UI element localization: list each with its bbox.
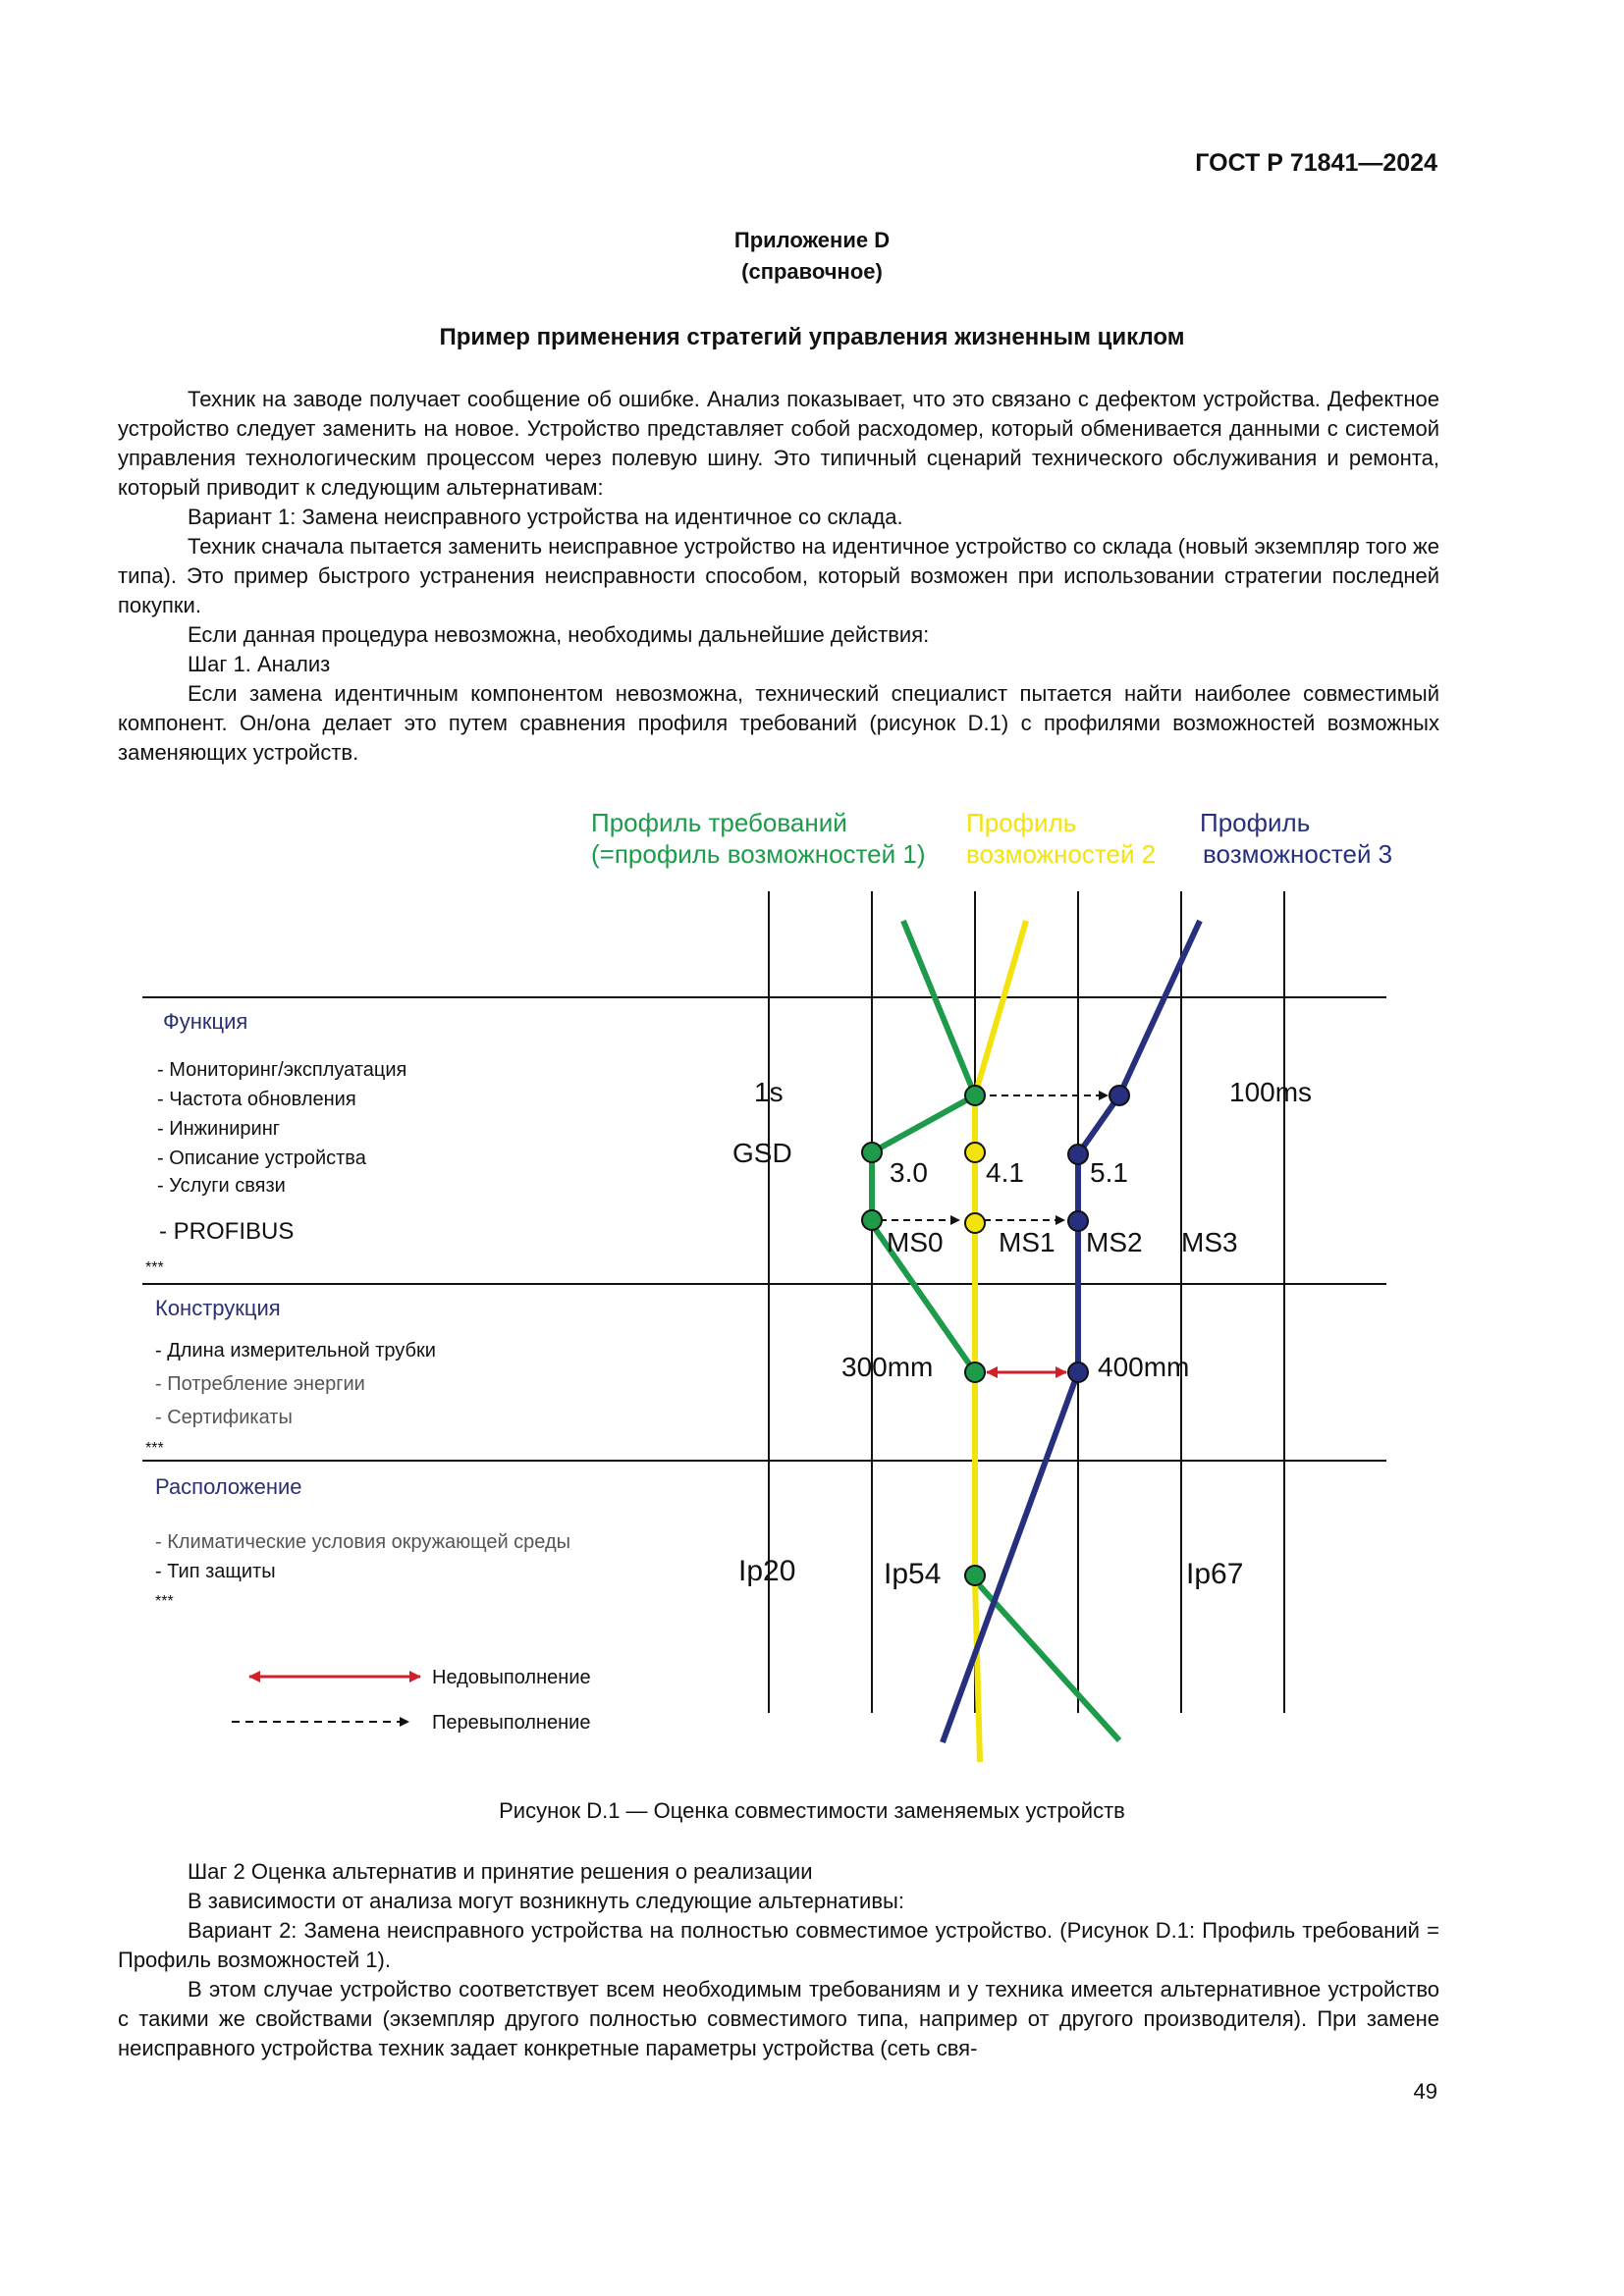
profibus-label: - PROFIBUS: [159, 1218, 295, 1245]
requirements-profile-line: [872, 921, 1119, 1740]
function-item: - Инжиниринг: [157, 1118, 281, 1140]
capability3-profile-line: [943, 921, 1200, 1742]
value-ip67: Ip67: [1186, 1558, 1244, 1590]
document-id: ГОСТ Р 71841—2024: [1195, 149, 1437, 177]
profile-requirements-line2: (=профиль возможностей 1): [591, 839, 926, 869]
location-item: - Климатические условия окружающей среды: [155, 1531, 571, 1553]
after-paragraph: В этом случае устройство соответствует всем необходимым требованиям и у техника имеется альтернативное устройство с такими же свойствами (экземпляр другого полностью совместимого типа, например от другого производителя). При замене неисправного устройства техник задает конкретные параметры устройства (сеть свя-: [118, 1977, 1439, 2060]
requirement-point: [965, 1566, 985, 1585]
page-number: 49: [1413, 2079, 1437, 2104]
after-paragraph: Шаг 2 Оценка альтернатив и принятие решения о реализации: [188, 1859, 813, 1884]
after-text: [118, 1857, 1439, 2063]
figure-caption: Рисунок D.1 — Оценка совместимости заменяемых устройств: [499, 1798, 1125, 1823]
function-item: - Описание устройства: [157, 1148, 366, 1169]
intro-paragraph: Техник на заводе получает сообщение об ошибке. Анализ показывает, что это связано с дефектом устройства. Дефектное устройство следует заменить на новое. Устройство представляет собой расходомер, который обменивается данными с системой управления технологическим процессом через полевую шину. Это типичный сценарий технического обслуживания и ремонта, который приводит к следующим альтернативам:: [118, 387, 1439, 500]
construction-more: ***: [145, 1440, 164, 1457]
value-100ms: 100ms: [1229, 1077, 1313, 1107]
compatibility-figure: [0, 805, 1624, 1767]
capability2-point: [965, 1143, 985, 1162]
location-title: Расположение: [155, 1474, 302, 1499]
section-title: Пример применения стратегий управления жизненным циклом: [439, 324, 1185, 350]
value-gsd-3-0: 3.0: [890, 1157, 928, 1188]
after-paragraph: Вариант 2: Замена неисправного устройства на полностью совместимое устройство. (Рисунок D.1: Профиль требований = Профиль возможностей 1).: [118, 1918, 1439, 1972]
appendix-subtitle: (справочное): [741, 259, 883, 284]
value-1s: 1s: [754, 1077, 784, 1107]
legend-over-label: Перевыполнение: [432, 1712, 591, 1734]
function-item: - Частота обновления: [157, 1089, 356, 1110]
intro-paragraph: Техник сначала пытается заменить неисправное устройство на идентичное устройство со склада (новый экземпляр того же типа). Это пример быстрого устранения неисправности способом, который возможен при использовании стратегии последней покупки.: [118, 534, 1439, 617]
requirement-point: [965, 1362, 985, 1382]
construction-item: - Длина измерительной трубки: [155, 1340, 436, 1362]
capability3-point: [1110, 1086, 1129, 1105]
after-paragraph: В зависимости от анализа могут возникнуть следующие альтернативы:: [188, 1889, 904, 1913]
function-item: - Услуги связи: [157, 1175, 286, 1197]
value-gsd: GSD: [732, 1138, 792, 1168]
profile-capability2-line1: Профиль: [966, 808, 1077, 837]
requirement-point: [862, 1210, 882, 1230]
value-ms2: MS2: [1086, 1227, 1143, 1257]
profile-requirements-line1: Профиль требований: [591, 808, 847, 837]
value-ip20: Ip20: [738, 1555, 796, 1587]
value-ip54: Ip54: [884, 1558, 942, 1590]
intro-text: [118, 385, 1439, 768]
capability3-point: [1068, 1145, 1088, 1164]
function-more: ***: [145, 1259, 164, 1276]
intro-paragraph: Вариант 1: Замена неисправного устройства на идентичное со склада.: [188, 505, 903, 529]
function-title: Функция: [163, 1009, 248, 1034]
value-ms0: MS0: [887, 1227, 944, 1257]
value-300mm: 300mm: [841, 1352, 934, 1382]
location-more: ***: [155, 1593, 174, 1610]
construction-item: - Потребление энергии: [155, 1373, 365, 1395]
capability2-point: [965, 1213, 985, 1233]
location-item: - Тип защиты: [155, 1561, 276, 1582]
function-item: - Мониторинг/эксплуатация: [157, 1059, 407, 1081]
intro-paragraph: Если данная процедура невозможна, необходимы дальнейшие действия:: [188, 622, 930, 647]
intro-paragraph: Если замена идентичным компонентом невозможна, технический специалист пытается найти наиболее совместимый компонент. Он/она делает это путем сравнения профиля требований (рисунок D.1) с профилями возможностей возможных заменяющих устройств.: [118, 681, 1439, 765]
value-gsd-5-1: 5.1: [1090, 1157, 1128, 1188]
capability3-point: [1068, 1362, 1088, 1382]
legend-under-label: Недовыполнение: [432, 1667, 591, 1688]
profile-capability3-line2: возможностей 3: [1203, 839, 1393, 869]
value-400mm: 400mm: [1098, 1352, 1190, 1382]
value-ms1: MS1: [999, 1227, 1056, 1257]
profile-capability3-line1: Профиль: [1200, 808, 1311, 837]
value-gsd-4-1: 4.1: [986, 1157, 1024, 1188]
requirement-point: [965, 1086, 985, 1105]
construction-title: Конструкция: [155, 1296, 281, 1320]
profile-capability2-line2: возможностей 2: [966, 839, 1157, 869]
requirement-point: [862, 1143, 882, 1162]
value-ms3: MS3: [1181, 1227, 1238, 1257]
appendix-title: Приложение D: [733, 228, 891, 252]
construction-item: - Сертификаты: [155, 1407, 293, 1428]
intro-paragraph: Шаг 1. Анализ: [188, 652, 331, 676]
capability3-point: [1068, 1211, 1088, 1231]
